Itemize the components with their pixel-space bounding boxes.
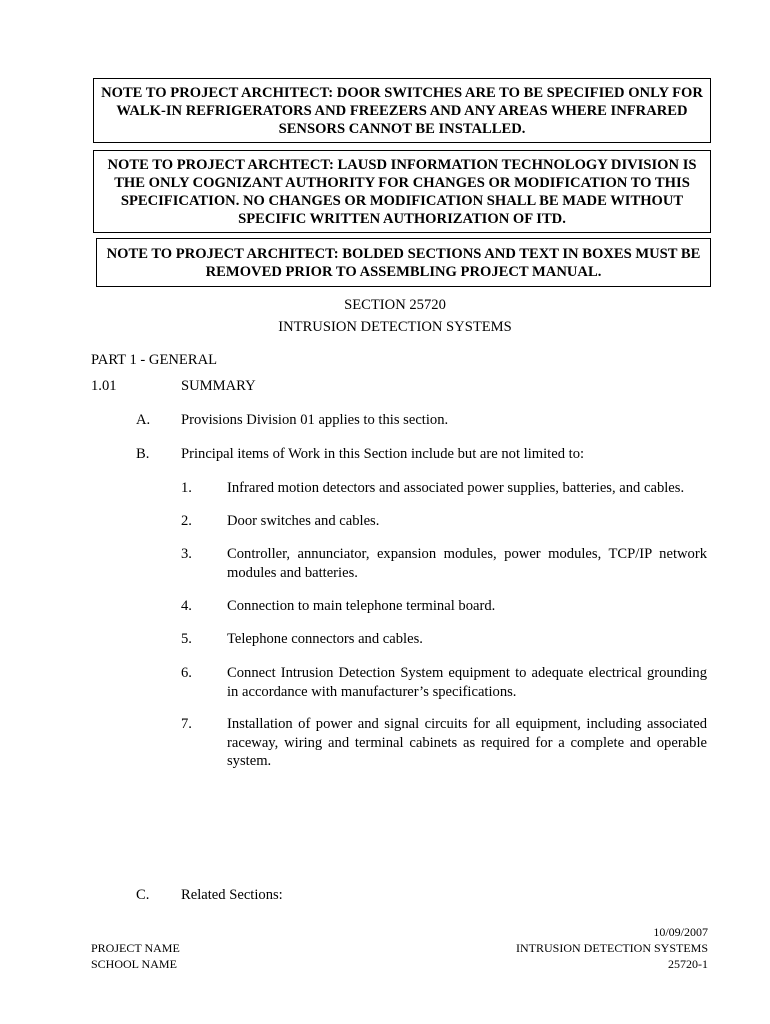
section-number: SECTION 25720 bbox=[344, 297, 446, 313]
note-text: NOTE TO PROJECT ARCHITECT: BOLDED SECTIONS AND TEXT IN BOXES MUST BE REMOVED PRIOR TO ASSEMBLING PROJECT MANUAL. bbox=[106, 245, 701, 280]
item-text: Connection to main telephone terminal board. bbox=[227, 598, 496, 614]
paragraph-text: Principal items of Work in this Section include but are not limited to: bbox=[181, 446, 585, 462]
footer-date: 10/09/2007 bbox=[653, 925, 708, 939]
footer-school-name: SCHOOL NAME bbox=[91, 957, 177, 971]
item-text: Door switches and cables. bbox=[227, 513, 380, 529]
note-text: NOTE TO PROJECT ARCHITECT: DOOR SWITCHES ARE TO BE SPECIFIED ONLY FOR WALK-IN REFRIGERATORS AND FREEZERS AND ANY AREAS WHERE INFRARED SENSORS CANNOT BE INSTALLED. bbox=[101, 84, 703, 137]
paragraph-label: B. bbox=[136, 446, 150, 462]
note-box-door-switches bbox=[93, 78, 711, 143]
paragraph-label: C. bbox=[136, 887, 150, 903]
item-text: Telephone connectors and cables. bbox=[227, 631, 423, 647]
section-title: INTRUSION DETECTION SYSTEMS bbox=[278, 319, 512, 335]
article-number: 1.01 bbox=[91, 378, 117, 394]
item-text: Infrared motion detectors and associated power supplies, batteries, and cables. bbox=[227, 480, 685, 496]
footer-project-name: PROJECT NAME bbox=[91, 941, 180, 955]
item-text: Installation of power and signal circuits for all equipment, including associated raceway, wiring and terminal cabinets as required for a complete and operable system. bbox=[227, 716, 707, 769]
article-title: SUMMARY bbox=[181, 378, 256, 394]
paragraph-text: Related Sections: bbox=[181, 887, 283, 903]
item-number: 2. bbox=[181, 513, 192, 529]
item-number: 1. bbox=[181, 480, 192, 496]
note-box-bolded-sections bbox=[96, 238, 711, 287]
item-number: 4. bbox=[181, 598, 192, 614]
note-box-itd-authority bbox=[93, 150, 711, 233]
item-number: 7. bbox=[181, 716, 192, 732]
note-text: NOTE TO PROJECT ARCHTECT: LAUSD INFORMATION TECHNOLOGY DIVISION IS THE ONLY COGNIZANT AUTHORITY FOR CHANGES OR MODIFICATION TO THIS SPECIFICATION. NO CHANGES OR MODIFICATION SHALL BE MADE WITHOUT SPECIFIC WRITTEN AUTHORIZATION OF ITD. bbox=[107, 156, 697, 227]
item-text: Connect Intrusion Detection System equipment to adequate electrical grounding in accordance with manufacturer’s specifications. bbox=[227, 665, 707, 700]
item-number: 5. bbox=[181, 631, 192, 647]
paragraph-text: Provisions Division 01 applies to this section. bbox=[181, 412, 449, 428]
part-heading: PART 1 - GENERAL bbox=[91, 352, 218, 368]
item-text: Controller, annunciator, expansion modules, power modules, TCP/IP network modules and batteries. bbox=[227, 546, 707, 581]
footer-section-title: INTRUSION DETECTION SYSTEMS bbox=[516, 941, 708, 955]
footer-page-number: 25720-1 bbox=[668, 957, 708, 971]
paragraph-label: A. bbox=[136, 412, 151, 428]
item-number: 6. bbox=[181, 665, 192, 681]
item-number: 3. bbox=[181, 546, 192, 562]
